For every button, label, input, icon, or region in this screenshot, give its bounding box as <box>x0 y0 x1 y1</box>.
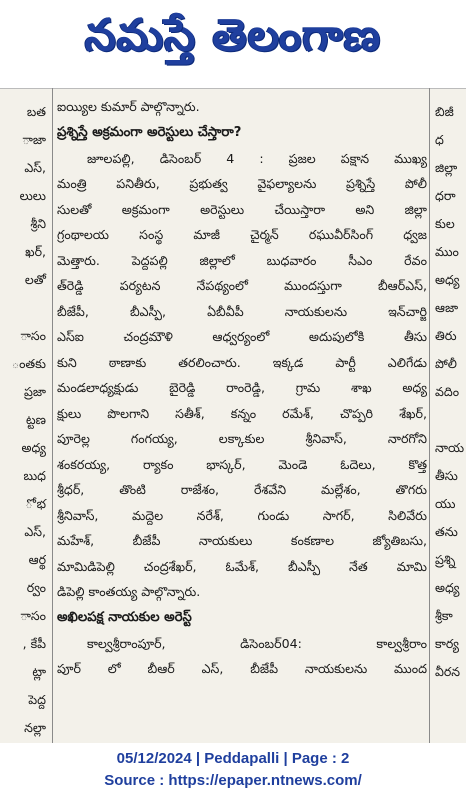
fragment-line: ప్రజా <box>24 384 46 399</box>
fragment-line: శ్రీకా <box>435 608 453 623</box>
newspaper-logo: నమస్తే తెలంగాణ <box>84 10 382 61</box>
fragment-line: ఎస్, <box>24 160 46 175</box>
fragment-line: ంతకు <box>11 356 46 371</box>
continued-text-line: ఐయ్యిల కుమార్ పాల్గొన్నారు. <box>57 99 200 114</box>
newspaper-clipping <box>0 88 466 743</box>
fragment-line: ధరా <box>435 188 456 203</box>
text-line: త్‌రెడ్డి పర్యటన నేపథ్యంలో ముందస్తుగా బీఆర్‌ఎస్, <box>57 278 427 293</box>
text-line: శ్రీనివాస్, మద్దెల నరేశ్, గుండు సాగర్, సిలివేరు <box>57 507 427 523</box>
text-line: కాల్వశ్రీరాంపూర్, డిసెంబర్04: కాల్వశ్రీరాం <box>87 635 427 651</box>
fragment-line: కార్య <box>435 636 459 651</box>
fragment-line: ాసం <box>20 328 46 343</box>
text-line: డిపెల్లి కాంతయ్య పాల్గొన్నారు. <box>57 584 201 599</box>
fragment-line: ధ <box>435 132 444 147</box>
fragment-line: శ్రీని <box>30 216 46 231</box>
fragment-line: లతో <box>24 272 46 287</box>
fragment-line <box>0 294 46 322</box>
fragment-line: ట్టణ <box>26 412 46 427</box>
text-line: మహేశ్, బీజేపీ నాయకులు కంకణాల జ్యోతిబసు, <box>57 533 427 548</box>
left-column-fragments <box>0 98 50 742</box>
fragment-line: నాయ <box>435 440 465 455</box>
text-line: కుని ఠాణాకు తరలించారు. ఇక్కడ పార్టీ ఎలిగేడు <box>57 354 427 370</box>
fragment-line: వదిం <box>435 384 460 399</box>
fragment-line: తను <box>435 524 458 539</box>
masthead <box>0 0 466 82</box>
text-line: క్షులు పొలగాని సతీశ్, కన్నం రమేశ్, చొప్పరి శేఖర్, <box>57 405 427 421</box>
fragment-line: ఎస్, <box>24 524 46 539</box>
page-footer <box>0 748 466 792</box>
article-body-2 <box>57 631 427 682</box>
text-line: మంత్రి పనితీరు, ప్రభుత్వ వైఫల్యాలను ప్రశ్నిస్తే పోలీ <box>57 176 427 191</box>
fragment-line: జిల్లా <box>435 160 458 175</box>
fragment-line: బత <box>26 104 46 119</box>
fragment-line: ఆజా <box>435 300 459 315</box>
footer-date-edition: 05/12/2024 | Peddapalli | Page : 2 <box>116 750 350 767</box>
fragment-line: ప్రశ్ని <box>435 552 456 567</box>
fragment-line: పోలీ <box>435 356 457 371</box>
text-line: మామిడిపెల్లి చంద్రశేఖర్, ఓమేశ్, బీఎస్పీ నేత మామి <box>57 558 427 574</box>
column-rule-right <box>429 88 430 743</box>
fragment-line: బిజీ <box>435 104 454 119</box>
text-line: మండలాధ్యక్షుడు బైరెడ్డి రాంరెడ్డి, గ్రామ శాఖ అధ్య <box>57 380 427 395</box>
text-line: బీజేపీ, బీఎస్పీ, ఏబీవీపీ నాయకులను ఇన్‌చార్జి <box>57 303 427 319</box>
fragment-line: నల్లా <box>24 720 46 735</box>
text-line: మెత్తారు. పెద్దపల్లి జిల్లాలో బుధవారం సీఎం రేవం <box>57 252 427 268</box>
fragment-line: లులు <box>19 188 46 203</box>
text-line: గ్రంథాలయ సంస్థ మాజీ చైర్మన్ రఘువీర్‌సింగ్ ధ్వజ <box>57 227 427 242</box>
fragment-line: అధ్య <box>435 272 460 287</box>
fragment-line <box>435 406 466 434</box>
fragment-line: తిరు <box>435 328 457 343</box>
footer-source-link[interactable]: Source : https://epaper.ntnews.com/ <box>104 772 362 789</box>
fragment-line: ట్లా <box>32 664 46 679</box>
fragment-line: ో భ <box>25 496 46 511</box>
fragment-line: అధ్య <box>435 580 460 595</box>
fragment-line: యు <box>435 496 456 511</box>
article-headline-1: ప్రశ్నిస్తే అక్రమంగా అరెస్టులు చేస్తారా? <box>57 124 242 140</box>
text-line: సులతో అక్రమంగా అరెస్టులు చేయిస్తారా అని జిల్లా <box>57 201 427 217</box>
fragment-line: ాసం <box>20 608 46 623</box>
fragment-line: అధ్య <box>21 440 46 455</box>
fragment-line: బుధ <box>23 468 46 483</box>
fragment-line: , కేపీ <box>22 636 46 651</box>
fragment-line: ఖర్, <box>25 244 46 259</box>
fragment-line: పెద్ద <box>28 692 46 707</box>
fragment-line: ాజా <box>22 132 46 147</box>
text-line: పూర్ లో బీఆర్ ఎస్, బీజేపీ నాయకులను ముంద <box>57 661 427 676</box>
article-column <box>57 94 427 743</box>
text-line: జూలపల్లి, డిసెంబర్ 4 : ప్రజల పక్షాన ముఖ్య <box>87 150 427 166</box>
fragment-line: ర్వం <box>26 580 46 595</box>
right-column-fragments <box>431 98 466 686</box>
clip-top-border <box>0 88 466 89</box>
article-body-1 <box>57 146 427 605</box>
text-line: శంకరయ్య, ర్యాకం భాస్కర్, మెండె ఓదెలు, కొత్త <box>57 456 427 472</box>
text-line: పూరెల్ల గంగయ్య, లక్కాకుల శ్రీనివాస్, నారగోని <box>57 431 427 446</box>
text-line: శ్రీధర్, తొంటి రాజేశం, రేశవేని మల్లేశం, తొగరు <box>57 482 427 497</box>
fragment-line: ముం <box>435 244 459 259</box>
fragment-line: తీసు <box>435 468 458 483</box>
article-headline-2: అఖిలపక్ష నాయకుల అరెస్ట్ <box>57 609 192 625</box>
column-rule-left <box>52 88 53 743</box>
fragment-line: ఆర్థ <box>28 552 46 567</box>
fragment-line: కుల <box>435 216 455 231</box>
fragment-line: వీరన <box>435 664 461 679</box>
text-line: ఎస్ఐ చంద్రమౌళి ఆధ్వర్యంలో అదుపులోకి తీసు <box>57 329 427 344</box>
